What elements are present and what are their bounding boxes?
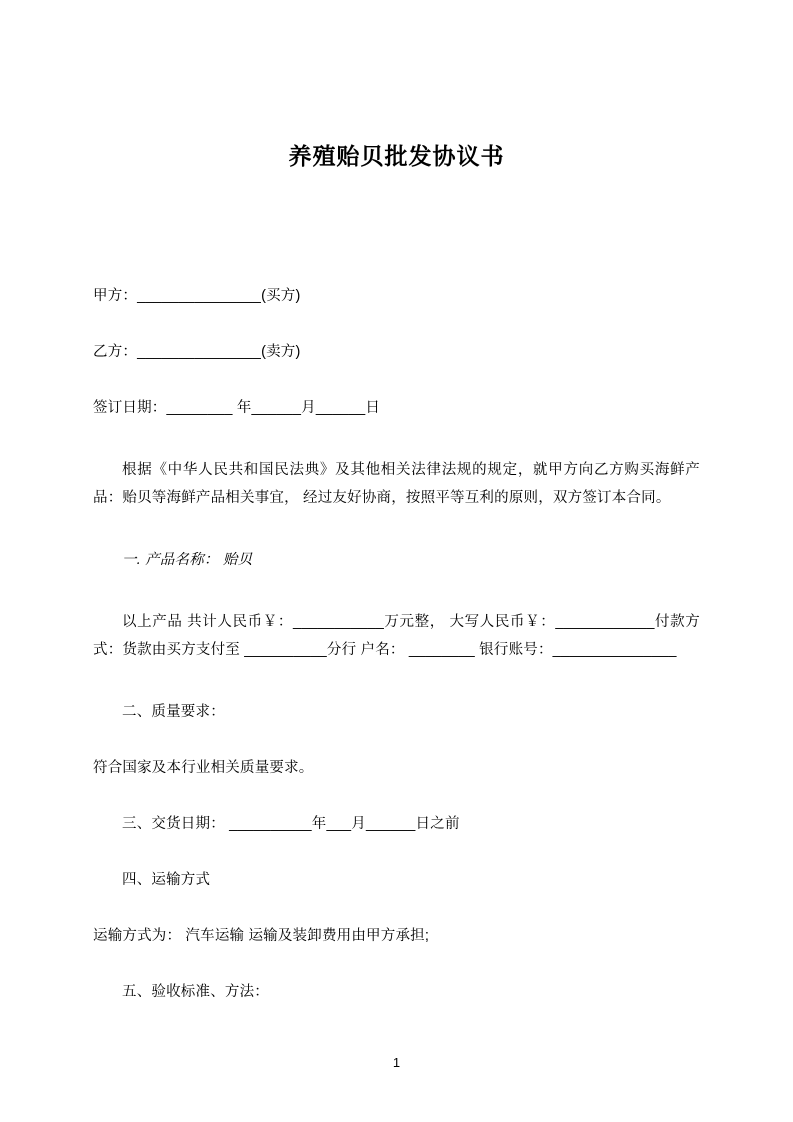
page-number: 1 [392, 1055, 401, 1070]
section-quality-heading: 二、质量要求： [122, 704, 225, 720]
page-title: 养殖贻贝批发协议书 [288, 143, 505, 169]
section-transport-heading: 四、运输方式 [122, 872, 211, 888]
document-body [93, 282, 700, 1034]
field-party-b: 乙方：_______________(卖方) [93, 344, 301, 360]
paragraph-payment: 以上产品 共计人民币￥：___________万元整， 大写人民币￥：____________付款方式：货款由买方支付至 __________分行 户名： ________ 银行账号：_______________ [93, 614, 700, 658]
paragraph-transport-body: 运输方式为： 汽车运输 运输及装卸费用由甲方承担; [93, 928, 430, 944]
section-product-name: 一. 产品名称： 贻贝 [122, 552, 253, 568]
section-acceptance-heading: 五、验收标准、方法： [122, 984, 269, 1000]
paragraph-quality-body: 符合国家及本行业相关质量要求。 [93, 760, 314, 776]
field-party-a: 甲方：_______________(买方) [93, 288, 301, 304]
paragraph-preamble: 根据《中华人民共和国民法典》及其他相关法律法规的规定，就甲方向乙方购买海鲜产品：贻贝等海鲜产品相关事宜， 经过友好协商，按照平等互利的原则，双方签订本合同。 [93, 462, 700, 506]
field-sign-date: 签订日期：________ 年______月______日 [93, 400, 381, 416]
section-delivery-date: 三、交货日期： __________年___月______日之前 [122, 816, 460, 832]
